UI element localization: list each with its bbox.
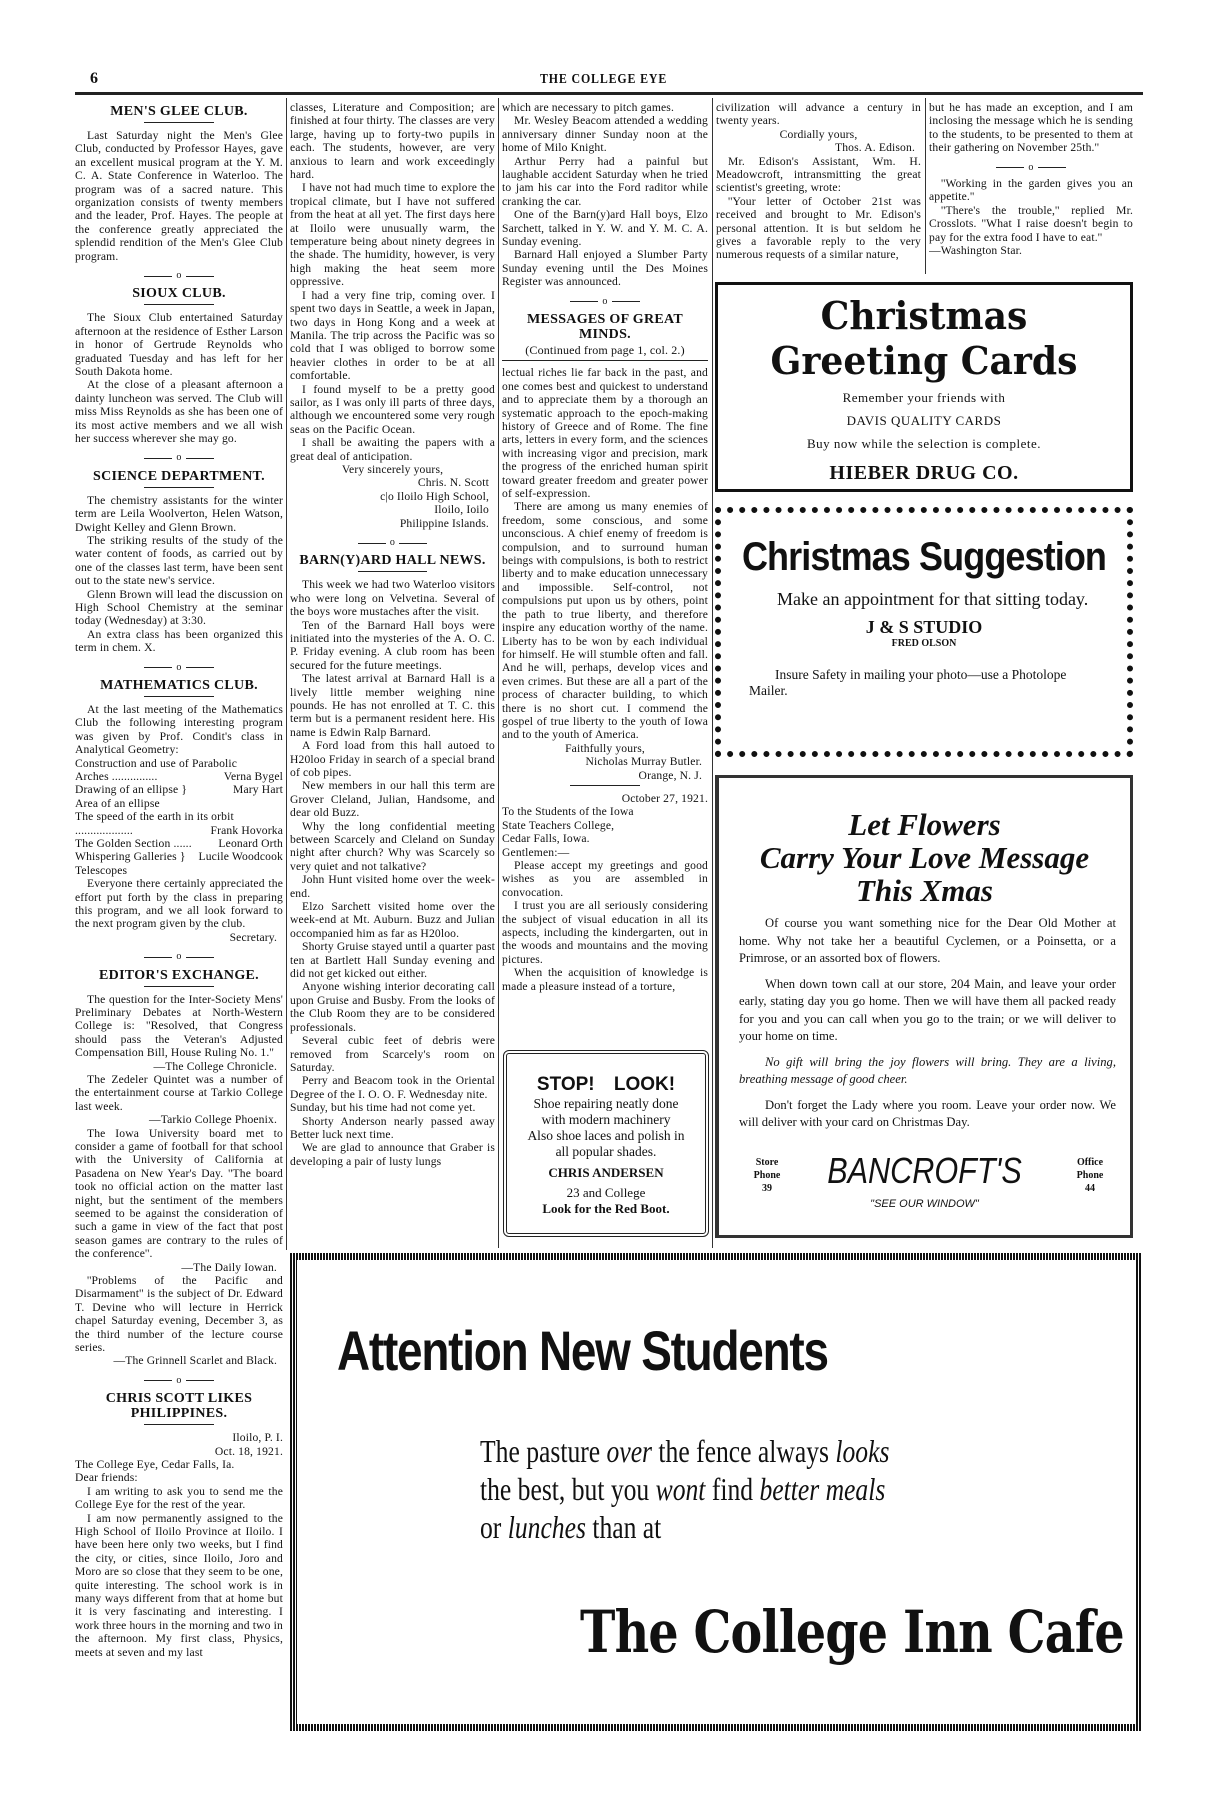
program-presenter: Lucile Woodcook: [198, 850, 283, 864]
paragraph: The Zedeler Quintet was a number of the entertainment course at Tarkio College last week.: [75, 1072, 283, 1113]
ad-store-name: BANCROFT'S: [827, 1150, 1022, 1191]
store-phone-label: Store Phone: [753, 1157, 781, 1181]
paragraph: Glenn Brown will lead the discussion on High School Chemistry at the seminar today (Wednesday) at 3:30.: [75, 587, 283, 628]
masthead: THE COLLEGE EYE: [540, 72, 668, 87]
heading-rule: [144, 304, 215, 305]
heading-rule: [358, 571, 428, 572]
heading-rule: [144, 696, 215, 697]
paragraph: Mr. Edison's Assistant, Wm. H. Meadowcroft, intransmitting the great scientist's greeting, wrote:: [716, 154, 921, 195]
paragraph: The question for the Inter-Society Mens' Preliminary Debates at North-Western College is: ''Resolved, that Congress should pass the Veteran's Adjusted Compensation Bill, House Ruling No. 1.'': [75, 992, 283, 1060]
paragraph: Several cubic feet of debris were removed from Scarcely's room on Saturday.: [290, 1034, 495, 1074]
ad-title: Christmas Suggestion: [741, 535, 1107, 579]
paragraph: —Washington Star.: [929, 243, 1023, 257]
paragraph: I am now permanently assigned to the High School of Iloilo Province at Iloilo. I have been here only two weeks, but I find the city, or cities, since Iloilo, Joro and Moro are so close that they seem to be one, quite interesting. The school work is in many ways different from that at home but it is very fascinating and interesting. I work three hours in the morning and two in the afternoon. My first class, Physics, meets at seven and my last: [75, 1511, 283, 1659]
section-separator: [502, 295, 708, 309]
paragraph: Please accept my greetings and good wishes as you are assembled in convocation.: [502, 859, 708, 899]
article-heading: SCIENCE DEPARTMENT.: [93, 468, 265, 484]
program-item: Whispering Galleries }: [75, 850, 186, 864]
article-heading: EDITOR'S EXCHANGE.: [99, 967, 259, 983]
divider-rule: [502, 360, 708, 361]
paragraph: but he has made an exception, and I am inclosing the message which he is sending to the students, to be presented to them at their gathering on November 25th.'': [929, 101, 1133, 155]
right-line: October 27, 1921.: [621, 791, 708, 805]
column-4: [716, 101, 921, 271]
masthead-rule: [75, 92, 1143, 95]
ad-line: Buy now while the selection is complete.: [806, 436, 1042, 451]
signature-line: c|o Iloilo High School,: [380, 489, 489, 503]
heading-rule: [144, 986, 215, 987]
separator-mark: o: [176, 951, 182, 963]
office-phone: [1070, 1156, 1110, 1195]
column-1: [75, 101, 283, 1729]
centered-line: Faithfully yours,: [565, 741, 645, 755]
paragraph: Shorty Anderson nearly passed away Better luck next time.: [290, 1114, 495, 1141]
paragraph: Ten of the Barnard Hall boys were initiated into the mysteries of the A. O. C. P. Friday evening. A club room has been secured for the future meetings.: [290, 618, 495, 672]
paragraph: Dear friends:: [75, 1471, 138, 1485]
ad-text: over: [606, 1433, 653, 1469]
ad-note: Insure Safety in mailing your photo—use a Photolope Mailer.: [749, 667, 1067, 698]
paragraph: I have not had much time to explore the tropical climate, but I have not suffered from the heat at all yet. The first days here at Iloilo were unusually warm, the temperature being about ninety degrees in the shade. The humidity, however, is very high making the heat seem more oppressive.: [290, 181, 495, 289]
separator-mark: o: [176, 270, 182, 282]
paragraph: Perry and Beacom took in the Oriental Degree of the I. O. O. F. Wednesday nite.: [290, 1074, 495, 1101]
ad-text: better meals: [759, 1471, 886, 1507]
paragraph: The striking results of the study of the water content of foods, as carried out by one of the classes last term, have been sent out to the state new's service.: [75, 533, 283, 588]
paragraph: Barnard Hall enjoyed a Slumber Party Sunday evening until the Des Moines Register was announced.: [502, 248, 708, 289]
program-line: [75, 770, 283, 783]
paragraph: The speed of the earth in its orbit: [75, 810, 234, 824]
ad-store-name: HIEBER DRUG CO.: [829, 462, 1019, 484]
ad-title: Attention New Students: [337, 1319, 828, 1382]
paragraph: Why the long confidential meeting between Scarcely and Cleland on Sunday night after church? Why was Scarcely so very quiet and not talkative?: [290, 819, 495, 873]
signature-line: Iloilo, Ioilo: [434, 503, 489, 517]
paragraph: Cedar Falls, Iowa.: [502, 832, 590, 846]
column-divider: [286, 98, 287, 1250]
office-phone-number: 44: [1085, 1183, 1095, 1194]
ad-text: or: [480, 1509, 502, 1545]
paragraph: ''Working in the garden gives you an appetite.'': [929, 176, 1133, 204]
ad-title-line: Carry Your Love Message: [759, 840, 1090, 875]
program-presenter: Verna Bygel: [223, 769, 283, 783]
ad-text: the fence always: [658, 1433, 829, 1469]
separator-mark: o: [602, 295, 608, 307]
program-item: ...................: [75, 823, 133, 837]
paragraph: civilization will advance a century in twenty years.: [716, 101, 921, 128]
right-line: Oct. 18, 1921.: [214, 1444, 283, 1458]
paragraph: Elzo Sarchett visited home over the week-end at Mt. Auburn. Buzz and Julian occompanied him as far as H20loo.: [290, 900, 495, 940]
signature-line: Orange, N. J.: [638, 768, 702, 782]
ad-owner: FRED OLSON: [891, 638, 957, 649]
ad-footer: [719, 1150, 1130, 1210]
separator-mark: o: [176, 452, 182, 464]
article-heading: MATHEMATICS CLUB.: [100, 677, 258, 693]
separator-mark: o: [176, 1374, 182, 1386]
paragraph: The Iowa University board met to consider a game of football for that school with the University of California at Pasadena on New Year's Day. ''The board took no official action on the matter last night, but the sentiment of the members seemed to be against the consideration of such a game in view of the fact that post season games are contrary to the rules of the conference''.: [75, 1126, 283, 1261]
program-line: [75, 837, 283, 850]
paragraph: An extra class has been organized this term in chem. X.: [75, 627, 283, 655]
signature-line: Nicholas Murray Butler.: [585, 755, 702, 769]
signature-line: —The College Chronicle.: [153, 1059, 277, 1073]
paragraph: I trust you are all seriously considering the subject of visual education in all its aspects, including the kindergarten, out in the woods and mountains and the moving pictures.: [502, 899, 708, 966]
signature-line: —The Daily Iowan.: [181, 1260, 277, 1274]
paragraph: Anyone wishing interior decorating call upon Gruise and Busby. From the looks of the Club Room they are to be considered professionals.: [290, 980, 495, 1034]
ad-text: than at: [592, 1509, 662, 1545]
heading-rule: [144, 122, 215, 123]
ad-line: Also shoe laces and polish in: [527, 1128, 685, 1143]
ad-shoe-repair: [503, 1050, 709, 1237]
article-heading: SIOUX CLUB.: [132, 286, 226, 302]
column-divider: [712, 98, 713, 1248]
ad-line: DAVIS QUALITY CARDS: [846, 413, 1002, 428]
ad-slogan: Look for the Red Boot.: [542, 1201, 670, 1216]
paragraph: classes, Literature and Composition; are finished at four thirty. The classes are very large, having up to forty-two pupils in each. The students, however, are very anxious to learn and work exceedingly hard.: [290, 101, 495, 182]
ad-title: STOP! LOOK!: [536, 1074, 676, 1095]
paragraph: Mr. Wesley Beacom attended a wedding anniversary dinner Sunday noon at the home of Milo Knight.: [502, 114, 708, 155]
paragraph: Everyone there certainly appreciated the effort put forth by the class in preparing this program, and we all look forward to the next program given by the club.: [75, 877, 283, 931]
office-phone-label: Office Phone: [1076, 1157, 1104, 1181]
ad-paragraph: Of course you want something nice for the Dear Old Mother at home. Why not take her a beautiful Cyclemen, or a Poinsetta, or a Primrose, or an assorted box of flowers.: [739, 916, 1116, 965]
signature-line: Thos. A. Edison.: [834, 141, 915, 155]
ad-text: lunches: [507, 1509, 586, 1545]
ad-text: The pasture: [480, 1433, 601, 1469]
right-line: Iloilo, P. I.: [232, 1431, 283, 1445]
centered-line: Cordially yours,: [779, 127, 858, 141]
ad-line: all popular shades.: [555, 1144, 657, 1159]
ad-store-name: The College Inn Cafe: [580, 1598, 1124, 1666]
paragraph: Last Saturday night the Men's Glee Club, conducted by Professor Hayes, gave an excellent musical program at the Y. M. C. A. State Conference in Waterloo. The program was of a sacred nature. This organization consists of twenty members and the leader, Prof. Hayes. The people at the conference greatly appreciated the splendid rendition of the Men's Glee Club program.: [75, 129, 283, 263]
paragraph: To the Students of the Iowa: [502, 805, 634, 819]
heading-rule: [570, 785, 640, 786]
program-item: Arches ...............: [75, 769, 158, 783]
paragraph: John Hunt visited home over the week-end.: [290, 873, 495, 900]
heading-rule: [144, 1424, 215, 1425]
paragraph: Sunday, but his time had not come yet.: [290, 1101, 476, 1115]
article-heading: MESSAGES OF GREAT MINDS.: [526, 311, 684, 342]
paragraph: The latest arrival at Barnard Hall is a lively little member weighing nine pounds. He has not enrolled at T. C. this term but is a permanent resident here. His name is Edwin Ralp Barnard.: [290, 672, 495, 739]
paragraph: Shorty Gruise stayed until a quarter past ten at Bartlett Hall Sunday evening and did not get kicked out either.: [290, 940, 495, 981]
ad-address: 23 and College: [566, 1185, 646, 1200]
ad-studio-name: J & S STUDIO: [865, 617, 983, 637]
ad-paragraph: Don't forget the Lady where you room. Leave your order now. We will deliver with your card on Christmas Day.: [739, 1097, 1116, 1129]
separator-mark: o: [389, 537, 396, 548]
ad-store-name: CHRIS ANDERSEN: [548, 1165, 664, 1180]
section-separator: [75, 661, 283, 675]
paragraph: ''Problems of the Pacific and Disarmament'' is the subject of Dr. Edward T. Devine who will lecture in Herrick chapel Saturday evening, December 3, as the third number of the lecture course series.: [75, 1274, 283, 1355]
signature-line: —The Grinnell Scarlet and Black.: [113, 1354, 277, 1368]
program-line: [75, 850, 283, 863]
paragraph: Area of an ellipse: [75, 796, 160, 810]
program-presenter: Leonard Orth: [218, 836, 283, 850]
store-phone-number: 39: [762, 1183, 772, 1194]
ad-greeting-cards: [715, 282, 1133, 492]
section-separator: [75, 269, 283, 283]
paragraph: A Ford load from this hall autoed to H20loo Friday in search of a special brand of cob pipes.: [290, 739, 495, 779]
paragraph: ''There's the trouble,'' replied Mr. Crosslots. ''What I raise doesn't begin to pay for the extra food I have to eat.'': [929, 203, 1133, 244]
signature-line: Secretary.: [229, 930, 277, 944]
program-presenter: Frank Hovorka: [210, 823, 283, 837]
section-separator: [75, 950, 283, 964]
paragraph: The chemistry assistants for the winter term are Leila Woolverton, Helen Watson, Dwight Kelley and Glenn Brown.: [75, 493, 283, 534]
ad-paragraph: No gift will bring the joy flowers will bring. They are a living, breathing message of good cheer.: [739, 1054, 1116, 1086]
paragraph: I shall be awaiting the papers with a great deal of anticipation.: [290, 436, 495, 463]
paragraph: Telescopes: [75, 863, 128, 877]
section-separator: [929, 161, 1133, 175]
section-separator: [75, 1374, 283, 1388]
paragraph: At the close of a pleasant afternoon a dainty luncheon was served. The Club will miss Miss Reynolds as she has been one of its most active members and we all wish her success wherever she may go.: [75, 378, 283, 446]
ad-college-inn-cafe: [290, 1253, 1142, 1731]
signature-line: Chris. N. Scott: [417, 476, 489, 490]
column-divider: [498, 98, 499, 1248]
article-heading: MEN'S GLEE CLUB.: [110, 104, 248, 119]
article-heading: CHRIS SCOTT LIKES PHILIPPINES.: [105, 1391, 253, 1422]
section-separator: [290, 536, 495, 550]
paragraph: The College Eye, Cedar Falls, Ia.: [75, 1457, 235, 1471]
ad-line: Remember your friends with: [842, 390, 1006, 405]
program-item: The Golden Section ......: [75, 836, 192, 850]
ad-title-line: Let Flowers: [848, 807, 1001, 842]
program-line: [75, 824, 283, 837]
centered-line: Very sincerely yours,: [341, 462, 444, 476]
paragraph: When the acquisition of knowledge is made a pleasure instead of a torture,: [502, 966, 708, 993]
signature-line: Philippine Islands.: [399, 516, 489, 530]
signature-line: —Tarkio College Phoenix.: [148, 1113, 277, 1127]
program-presenter: Mary Hart: [233, 783, 283, 797]
paragraph: I found myself to be a pretty good sailor, as I was only ill parts of three days, although we encountered some very rough seas on the Pacific Ocean.: [290, 382, 495, 436]
separator-mark: o: [1028, 161, 1034, 173]
ad-title: [719, 808, 1130, 907]
article-heading: BARN(Y)ARD HALL NEWS.: [299, 553, 486, 569]
paragraph: Gentlemen:—: [502, 845, 570, 859]
column-divider: [925, 98, 926, 274]
column-3: [502, 101, 708, 1031]
separator-mark: o: [176, 661, 182, 673]
ad-title: Christmas Greeting Cards: [770, 293, 1078, 383]
ad-paragraph: When down town call at our store, 204 Main, and leave your order early, stating day you go home. Then we will have them all packed ready for you and you can call when you go to the train; or we will deliver to your home on time.: [739, 976, 1116, 1043]
ad-line: with modern machinery: [541, 1112, 671, 1127]
paragraph: I had a very fine trip, coming over. I spent two days in Seattle, a week in Japan, two days in Hong Kong and a week at Manila. The trip across the Pacific was so cold that I was obliged to borrow some heavier clothes in order to be at all comfortable.: [290, 288, 495, 383]
ad-line: Shoe repairing neatly done: [533, 1096, 679, 1111]
program-line: [75, 783, 283, 796]
column-2: [290, 101, 495, 1241]
paragraph: Construction and use of Parabolic: [75, 756, 238, 770]
paragraph: There are among us many enemies of freedom, some conscious, and some unconscious. A chief enemy of freedom is compulsion, and to surround human beings with compulsions, is both to restrict liberty and to make education unnecessary and impossible. Self-control, not compulsions put upon us by others, point the path to true liberty, and therefore inspire any education worthy of the name. Liberty has to be won by each individual for himself. He will stumble often and fall. And he will, perhaps, develop vices and even crimes. But these are all a part of the process of character building, to which there is no short cut. I commend the gospel of true liberty to the youth of Iowa and to the youth of America.: [502, 500, 708, 742]
ad-tagline: "SEE OUR WINDOW": [870, 1198, 979, 1210]
ad-title-line: This Xmas: [856, 873, 993, 908]
paragraph: We are glad to announce that Graber is developing a pair of lusty lungs: [290, 1141, 495, 1168]
ad-bancrofts-flowers: [715, 775, 1133, 1238]
ad-christmas-suggestion: [715, 507, 1133, 757]
paragraph: State Teachers College,: [502, 818, 615, 832]
page-number: 6: [90, 70, 98, 87]
paragraph: At the last meeting of the Mathematics Club the following interesting program was given by Prof. Condit's class in Analytical Geometry:: [75, 702, 283, 757]
paragraph: lectual riches lie far back in the past, and one comes best and quickest to understand and to appreciate them by a thorough an systematic approach to the epoch-making history of Greece and of Rome. The fine arts, letters in every form, and the sciences with increasing vigor and precision, mark the progress of the enriched human spirit toward greater freedom and greater power of self-expression.: [502, 366, 708, 501]
paragraph: I am writing to ask you to send me the College Eye for the rest of the year.: [75, 1484, 283, 1512]
paragraph: which are necessary to pitch games.: [502, 101, 675, 114]
program-item: Drawing of an ellipse }: [75, 783, 188, 797]
ad-text: wont: [655, 1471, 706, 1507]
subheading: (Continued from page 1, col. 2.): [525, 342, 685, 357]
ad-text: find: [711, 1471, 754, 1507]
paragraph: This week we had two Waterloo visitors who were long on Velvetina. Several of the boys wore mustaches after the visit.: [290, 578, 495, 619]
paragraph: Arthur Perry had a painful but laughable accident Saturday when he tried to jam his car into the Ford raditor while cranking the car.: [502, 154, 708, 208]
ad-message: Make an appointment for that sitting today.: [777, 589, 1089, 609]
paragraph: The Sioux Club entertained Saturday afternoon at the residence of Esther Larson in honor of Gertrude Reynolds who graduated Tuesday and has left for her South Dakota home.: [75, 311, 283, 378]
column-5: [929, 101, 1133, 271]
ad-body: [480, 1432, 889, 1546]
paragraph: One of the Barn(y)ard Hall boys, Elzo Sarchett, talked in Y. W. and Y. M. C. A. Sunday evening.: [502, 208, 708, 249]
paragraph: ''Your letter of October 21st was received and brought to Mr. Edison's personal attention. It is but seldom he gives a favorable reply to the very numerous requests of a similar nature,: [716, 194, 921, 262]
section-separator: [75, 451, 283, 465]
ad-text: looks: [835, 1433, 890, 1469]
paragraph: New members in our hall this term are Grover Cleland, Julian, Handsome, and dear old Buzz.: [290, 779, 495, 820]
heading-rule: [144, 487, 215, 488]
ad-text: the best, but you: [480, 1471, 650, 1507]
